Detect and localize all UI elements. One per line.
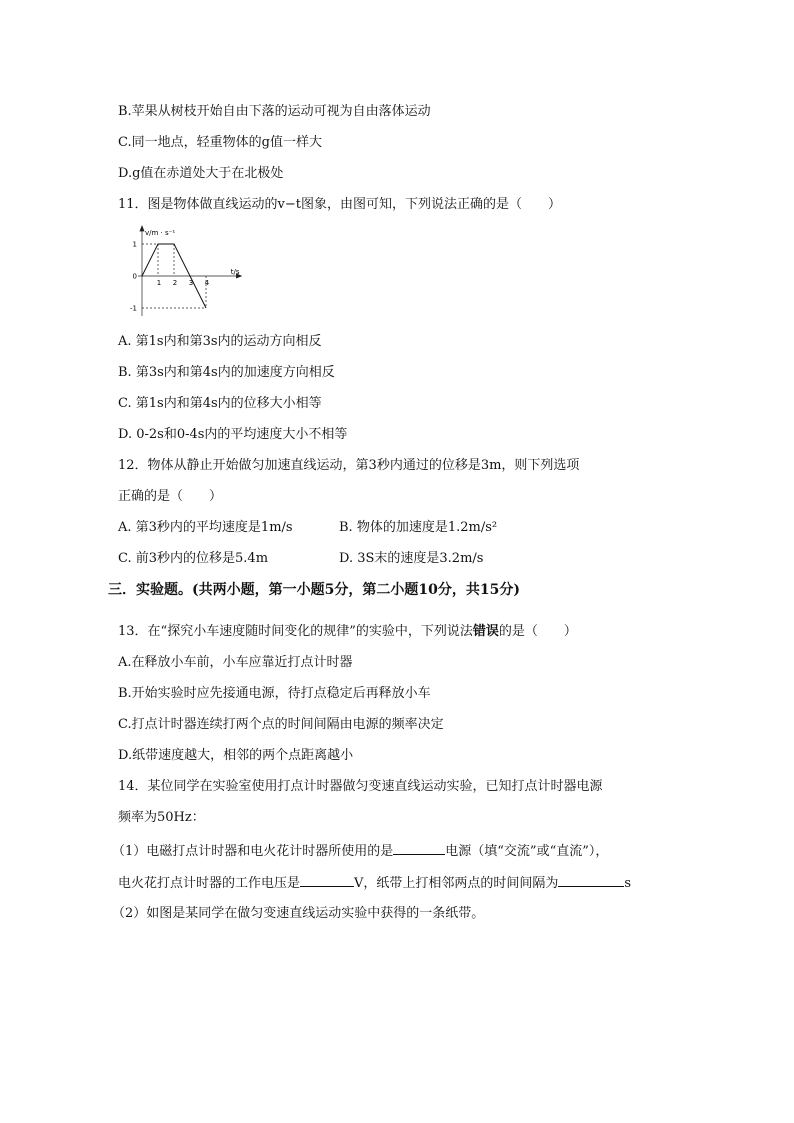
y-axis-arrow (140, 226, 144, 231)
x-axis-label: t/s (230, 268, 240, 276)
q14-part1-text-c: 电火花打点计时器的工作电压是 (118, 876, 301, 891)
x-tick-label: 3 (188, 279, 194, 287)
q14-part1-text-b: 电源（填“交流”或“直流”）， (445, 844, 609, 859)
q14-part1-line1 (112, 841, 608, 861)
q14-stem-line1: 14．某位同学在实验室使用打点计时器做匀变速直线运动实验，已知打点计时器电源 (118, 779, 603, 794)
q11-option-a: A. 第1s内和第3s内的运动方向相反 (118, 334, 322, 349)
q11-option-b: B. 第3s内和第4s内的加速度方向相反 (118, 365, 335, 380)
q13-option-a: A.在释放小车前，小车应靠近打点计时器 (118, 655, 353, 670)
x-tick-label: 2 (172, 279, 178, 287)
section-3-heading: 三．实验题。(共两小题，第一小题5分，第二小题10分，共15分) (108, 582, 520, 598)
y-tick-label: 1 (132, 240, 137, 249)
q13-stem-post: 的是（ ） (498, 624, 577, 639)
q13-stem-emphasis: 错误 (472, 624, 499, 639)
q10-option-d: D.g值在赤道处大于在北极处 (118, 166, 284, 181)
q13-option-d: D.纸带速度越大，相邻的两个点距离越小 (118, 748, 354, 763)
q14-part1-text-a: （1）电磁打点计时器和电火花计时器所使用的是 (112, 844, 394, 859)
vt-graph (128, 226, 238, 321)
q12-stem-line1: 12．物体从静止开始做匀加速直线运动，第3秒内通过的位移是3m，则下列选项 (118, 458, 580, 473)
x-tick-label: 4 (204, 279, 210, 287)
q12-option-c: C. 前3秒内的位移是5.4m (118, 551, 269, 566)
answer-blank-current-type[interactable] (393, 841, 445, 855)
q11-option-c: C. 第1s内和第4s内的位移大小相等 (118, 396, 322, 411)
answer-blank-time-interval[interactable] (558, 873, 624, 887)
q14-stem-line2: 频率为50Hz： (118, 810, 205, 825)
q13-option-b: B.开始实验时应先接通电源，待打点稳定后再释放小车 (118, 686, 431, 701)
q14-part1-line2 (118, 873, 631, 893)
q13-stem-pre: 13．在“探究小车速度随时间变化的规律”的实验中，下列说法 (118, 624, 473, 639)
q10-option-b: B.苹果从树枝开始自由下落的运动可视为自由落体运动 (118, 104, 431, 119)
q14-part1-text-d: V，纸带上打相邻两点的时间间隔为 (354, 876, 559, 891)
y-tick-label: -1 (130, 304, 137, 313)
q14-part1-text-e: s (624, 876, 632, 891)
q12-option-d: D. 3S末的速度是3.2m/s (339, 551, 484, 566)
q14-part2: （2）如图是某同学在做匀变速直线运动实验中获得的一条纸带。 (112, 906, 485, 921)
q13-option-c: C.打点计时器连续打两个点的时间间隔由电源的频率决定 (118, 717, 444, 732)
q12-option-b: B. 物体的加速度是1.2m/s² (339, 520, 498, 535)
q10-option-c: C.同一地点，轻重物体的g值一样大 (118, 135, 322, 150)
q11-stem: 11．图是物体做直线运动的v−t图象，由图可知，下列说法正确的是（ ） (118, 197, 562, 212)
y-axis-label: v/m · s⁻¹ (145, 229, 176, 237)
q13-stem (118, 623, 577, 641)
x-tick-label: 1 (156, 279, 162, 287)
y-tick-label: 0 (132, 272, 137, 281)
vt-grid (138, 226, 241, 316)
answer-blank-voltage[interactable] (300, 873, 354, 887)
q12-option-a: A. 第3秒内的平均速度是1m/s (118, 520, 293, 535)
q11-option-d: D. 0-2s和0-4s内的平均速度大小不相等 (118, 427, 348, 442)
q12-stem-line2: 正确的是（ ） (118, 489, 223, 504)
